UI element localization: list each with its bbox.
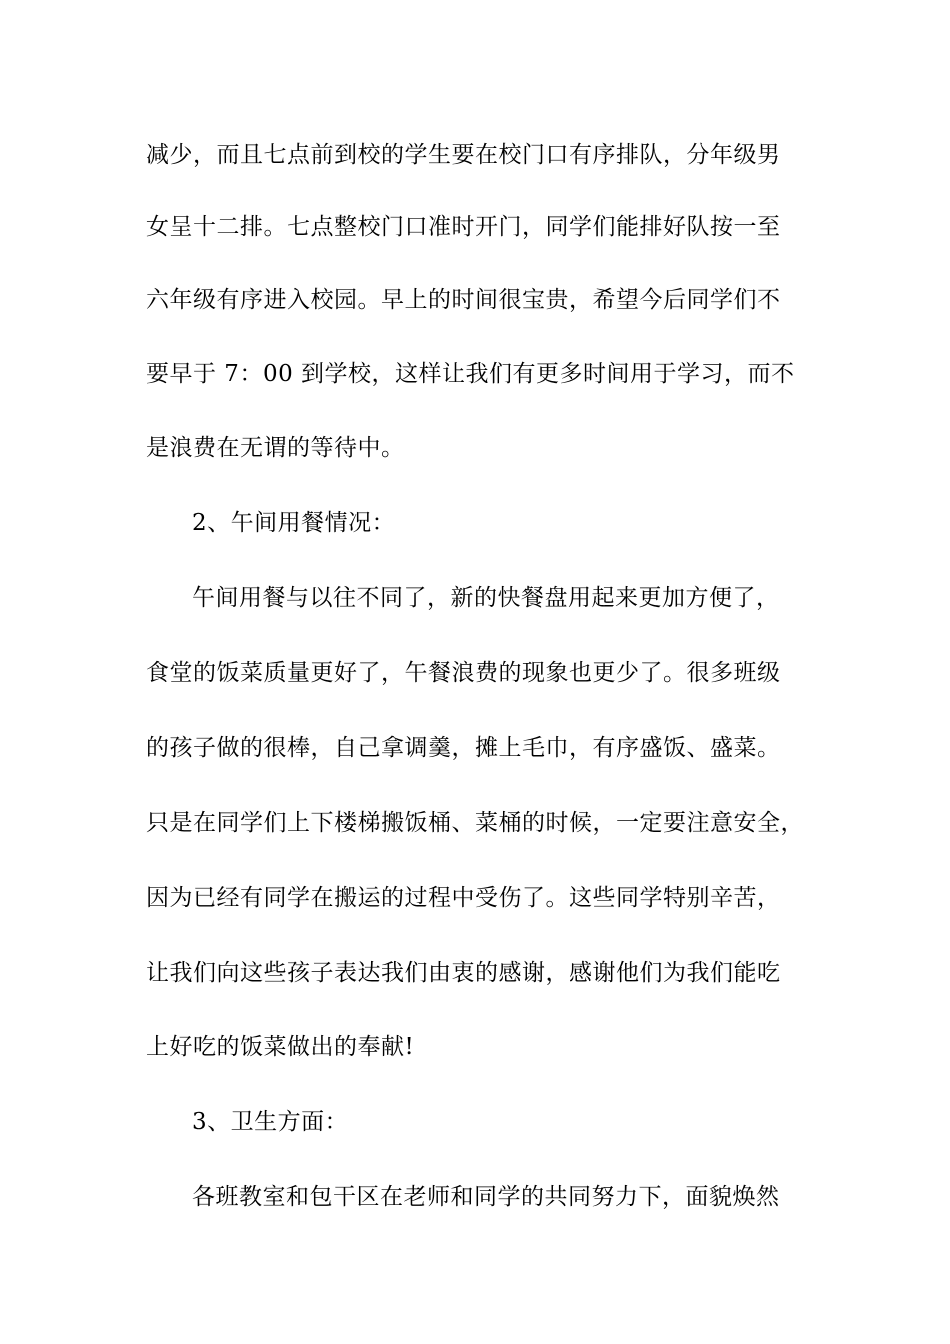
text-line: 的孩子做的很棒，自己拿调羹，摊上毛巾，有序盛饭、盛菜。 (146, 735, 781, 761)
text-line: 因为已经有同学在搬运的过程中受伤了。这些同学特别辛苦， (146, 885, 781, 911)
text-line: 要早于 7：00 到学校，这样让我们有更多时间用于学习，而不 (146, 361, 795, 387)
text-line: 上好吃的饭菜做出的奉献! (146, 1034, 415, 1060)
paragraph-first-line: 午间用餐与以往不同了，新的快餐盘用起来更加方便了， (192, 585, 780, 611)
paragraph-first-line: 各班教室和包干区在老师和同学的共同努力下，面貌焕然 (192, 1184, 780, 1210)
section-heading: 3、卫生方面： (192, 1109, 349, 1135)
text-line: 六年级有序进入校园。早上的时间很宝贵，希望今后同学们不 (146, 287, 781, 313)
text-line: 让我们向这些孩子表达我们由衷的感谢，感谢他们为我们能吃 (146, 960, 781, 986)
text-line: 食堂的饭菜质量更好了，午餐浪费的现象也更少了。很多班级 (146, 660, 781, 686)
text-line: 只是在同学们上下楼梯搬饭桶、菜桶的时候，一定要注意安全， (146, 810, 804, 836)
section-heading: 2、午间用餐情况： (192, 510, 396, 536)
text-line: 女呈十二排。七点整校门口准时开门，同学们能排好队按一至 (146, 214, 781, 240)
text-line: 减少，而且七点前到校的学生要在校门口有序排队，分年级男 (146, 142, 781, 168)
text-line: 是浪费在无谓的等待中。 (146, 435, 405, 461)
